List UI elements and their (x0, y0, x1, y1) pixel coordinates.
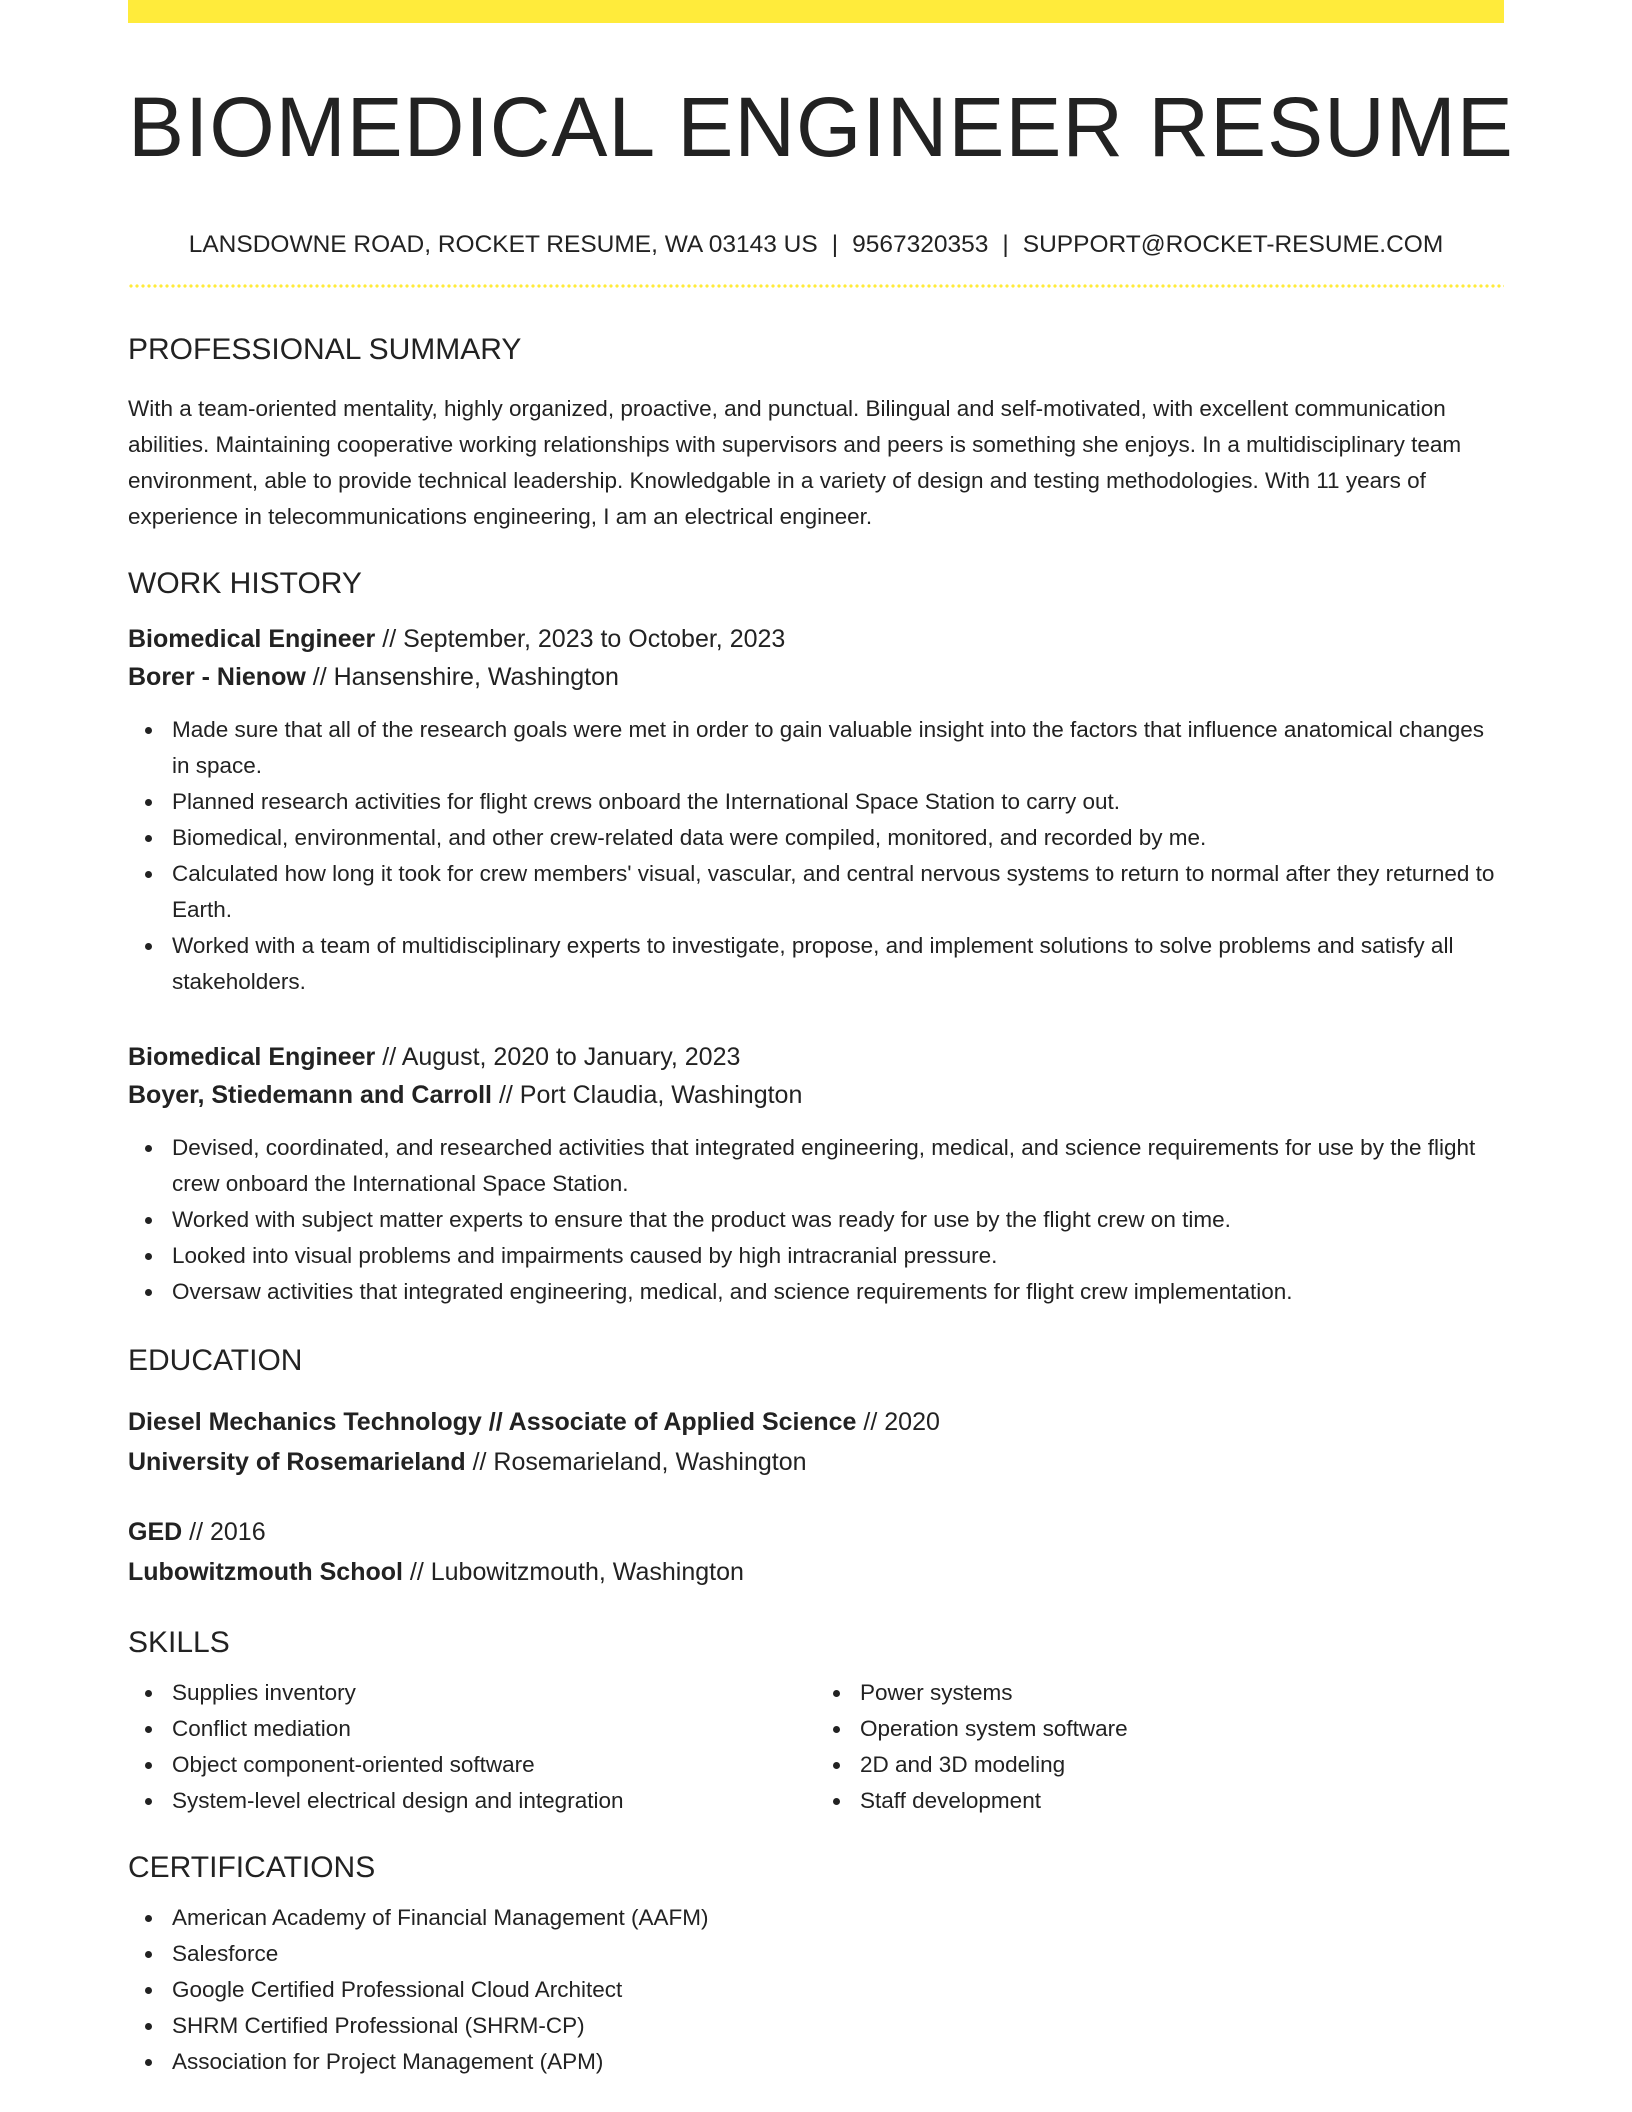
resume-title: BIOMEDICAL ENGINEER RESUME (128, 80, 1514, 174)
resume-page (128, 0, 1514, 2080)
field-separator: // (492, 1080, 520, 1109)
contact-line (128, 233, 1504, 258)
list-item: Association for Project Management (APM) (172, 2044, 1504, 2080)
job-entry (128, 620, 1504, 1000)
field-separator: // (375, 1042, 402, 1071)
list-item: Made sure that all of the research goals were met in order to gain valuable insight into the factors that influence anatomical changes in space. (172, 712, 1504, 784)
job-title: Biomedical Engineer (128, 624, 376, 653)
skills-list-right (816, 1675, 1504, 1819)
list-item: SHRM Certified Professional (SHRM-CP) (172, 2008, 1504, 2044)
list-item: Conflict mediation (172, 1711, 816, 1747)
education-degree: Diesel Mechanics Technology // Associate of Applied Science (128, 1407, 857, 1436)
education-year: 2020 (884, 1407, 940, 1436)
list-item: Devised, coordinated, and researched activities that integrated engineering, medical, and science requirements for use by the flight crew onboard the International Space Station. (172, 1130, 1504, 1202)
list-item: Planned research activities for flight crews onboard the International Space Station to carry out. (172, 784, 1504, 820)
job-title: Biomedical Engineer (128, 1042, 376, 1071)
field-separator: // (182, 1517, 210, 1546)
list-item: American Academy of Financial Management (AAFM) (172, 1900, 1504, 1936)
contact-address: LANSDOWNE ROAD, ROCKET RESUME, WA 03143 US (188, 231, 818, 258)
field-separator: // (402, 1557, 431, 1586)
education-degree: GED (128, 1517, 183, 1546)
education-entry (128, 1402, 1504, 1482)
education-location: Lubowitzmouth, Washington (430, 1557, 744, 1586)
job-company-line (128, 1076, 1504, 1114)
field-separator: // (465, 1447, 494, 1476)
list-item: Calculated how long it took for crew members' visual, vascular, and central nervous systems to return to normal after they returned to Earth. (172, 856, 1504, 928)
field-separator: // (375, 624, 404, 653)
summary-text: With a team-oriented mentality, highly organized, proactive, and punctual. Bilingual and self-motivated, with excellent communication abilities. Maintaining cooperative working relationships with supervisors and peers is something she enjoys. In a multidisciplinary team environment, able to provide technical leadership. Knowledgable in a variety of design and testing methodologies. With 11 years of experience in telecommunications engineering, I am an electrical engineer. (128, 395, 1462, 529)
skills-columns (128, 1675, 1504, 1819)
education-school-line (128, 1552, 1504, 1592)
job-company-line (128, 658, 1504, 696)
job-entry (128, 1038, 1504, 1310)
education-location: Rosemarieland, Washington (493, 1447, 807, 1476)
list-item: Worked with a team of multidisciplinary experts to investigate, propose, and implement solutions to solve problems and satisfy all stakeholders. (172, 928, 1504, 1000)
list-item: 2D and 3D modeling (860, 1747, 1504, 1783)
field-separator: // (305, 662, 334, 691)
certifications-heading: CERTIFICATIONS (128, 1850, 376, 1884)
job-title-line (128, 1038, 1504, 1076)
education-year: 2016 (209, 1517, 266, 1546)
education-school: University of Rosemarieland (128, 1447, 466, 1476)
contact-email: SUPPORT@ROCKET-RESUME.COM (1022, 231, 1444, 258)
job-company: Boyer, Stiedemann and Carroll (128, 1080, 492, 1109)
contact-phone: 9567320353 (852, 231, 989, 258)
education-heading: EDUCATION (128, 1343, 303, 1377)
certifications-list (128, 1900, 1504, 2080)
education-entry (128, 1512, 1504, 1592)
job-company: Borer - Nienow (128, 662, 306, 691)
list-item: Looked into visual problems and impairments caused by high intracranial pressure. (172, 1238, 1504, 1274)
contact-separator: | (1002, 231, 1009, 258)
list-item: Google Certified Professional Cloud Architect (172, 1972, 1504, 2008)
education-degree-line (128, 1402, 1504, 1442)
job-location: Port Claudia, Washington (519, 1080, 803, 1109)
job-title-line (128, 620, 1504, 658)
list-item: Power systems (860, 1675, 1504, 1711)
job-bullets (128, 1130, 1504, 1310)
work-history-heading: WORK HISTORY (128, 566, 362, 600)
job-bullets (128, 712, 1504, 1000)
list-item: Biomedical, environmental, and other crew-related data were compiled, monitored, and recorded by me. (172, 820, 1504, 856)
list-item: Operation system software (860, 1711, 1504, 1747)
skills-list-left (128, 1675, 816, 1819)
education-degree-line (128, 1512, 1504, 1552)
list-item: Worked with subject matter experts to ensure that the product was ready for use by the flight crew on time. (172, 1202, 1504, 1238)
certifications-section (128, 1900, 1504, 2080)
list-item: Salesforce (172, 1936, 1504, 1972)
top-accent-bar (128, 0, 1504, 23)
job-dates: August, 2020 to January, 2023 (401, 1042, 741, 1071)
list-item: Supplies inventory (172, 1675, 816, 1711)
list-item: Oversaw activities that integrated engineering, medical, and science requirements for flight crew implementation. (172, 1274, 1504, 1310)
job-dates: September, 2023 to October, 2023 (403, 624, 786, 653)
job-location: Hansenshire, Washington (333, 662, 619, 691)
dotted-divider (128, 284, 1504, 288)
education-school-line (128, 1442, 1504, 1482)
education-school: Lubowitzmouth School (128, 1557, 403, 1586)
field-separator: // (856, 1407, 885, 1436)
summary-heading: PROFESSIONAL SUMMARY (128, 332, 522, 366)
contact-separator: | (831, 231, 839, 258)
list-item: Object component-oriented software (172, 1747, 816, 1783)
list-item: Staff development (860, 1783, 1504, 1819)
list-item: System-level electrical design and integration (172, 1783, 816, 1819)
skills-heading: SKILLS (128, 1625, 230, 1659)
